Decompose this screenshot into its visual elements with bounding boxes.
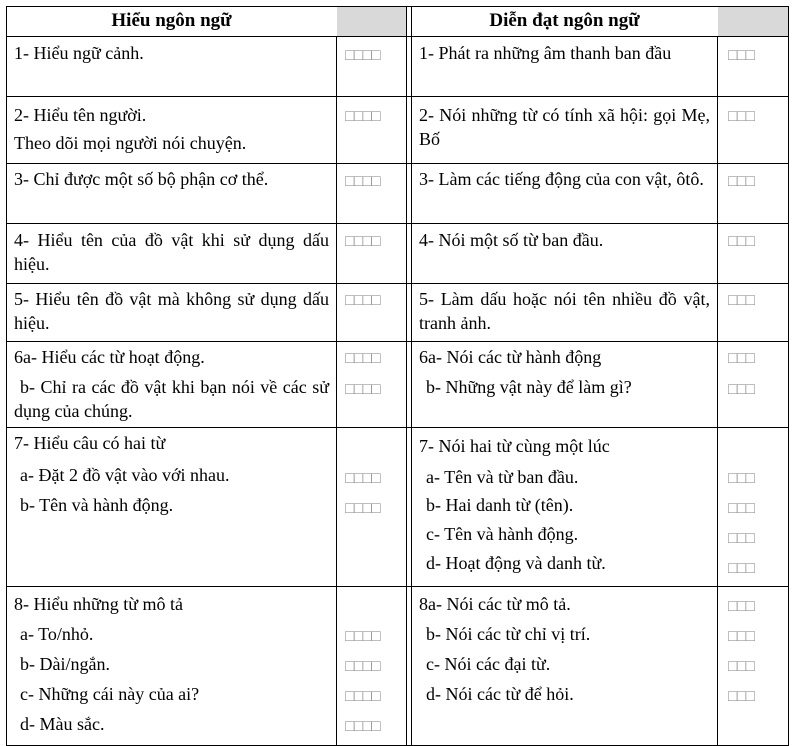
row-divider [6,341,789,342]
right-checkbox-group[interactable]: □□□ [728,173,754,190]
header-expressive-language: Diễn đạt ngôn ngữ [489,10,640,31]
left-checkbox-group[interactable]: □□□□ [345,688,380,705]
left-checkbox-group[interactable]: □□□□ [345,628,380,645]
right-checkbox-group[interactable]: □□□ [728,560,754,577]
row-divider [6,586,789,587]
left-item-8: 8- Hiểu những từ mô tả [14,594,183,614]
left-item-7b: b- Tên và hành động. [20,495,174,515]
left-item-8d: d- Màu sắc. [20,714,105,734]
left-checkbox-group[interactable]: □□□□ [345,47,380,64]
left-item-7a: a- Đặt 2 đồ vật vào với nhau. [20,465,230,485]
right-checkbox-group[interactable]: □□□ [728,233,754,250]
right-item-7b: b- Hai danh từ (tên). [426,495,574,515]
left-item-6a: 6a- Hiểu các từ hoạt động. [14,347,205,367]
right-item-6a: 6a- Nói các từ hành động [419,347,602,367]
left-checkbox-group[interactable]: □□□□ [345,381,380,398]
left-checkbox-group[interactable]: □□□□ [345,350,380,367]
row-divider [6,96,789,97]
row-divider [6,427,789,428]
right-item-1: 1- Phát ra những âm thanh ban đầu [419,43,672,63]
table-border-left [6,6,7,746]
row-divider [6,163,789,164]
left-item-6b: b- Chỉ ra các đồ vật khi bạn nói về các sử dụng của chúng. [14,377,329,421]
left-item-8c: c- Những cái này của ai? [20,684,200,704]
left-item-3: 3- Chỉ được một số bộ phận cơ thể. [14,169,269,189]
right-checkbox-group[interactable]: □□□ [728,628,754,645]
column-divider [411,6,412,746]
header-understanding-language: Hiểu ngôn ngữ [111,10,232,31]
right-item-4: 4- Nói một số từ ban đầu. [419,230,604,250]
right-checkbox-group[interactable]: □□□ [728,350,754,367]
right-item-8: 8a- Nói các từ mô tả. [419,594,571,614]
right-item-8c: c- Nói các đại từ. [426,654,551,674]
right-item-8d: d- Nói các từ để hỏi. [426,684,574,704]
right-item-5: 5- Làm dấu hoặc nói tên nhiều đồ vật, tranh ảnh. [419,289,710,333]
right-item-7: 7- Nói hai từ cùng một lúc [419,436,610,456]
right-checkbox-group[interactable]: □□□ [728,47,754,64]
left-item-5: 5- Hiểu tên đồ vật mà không sử dụng dấu hiệu. [14,289,329,333]
right-item-2: 2- Nói những từ có tính xã hội: gọi Mẹ, Bố [419,105,710,149]
left-checkbox-group[interactable]: □□□□ [345,233,380,250]
left-checkbox-group[interactable]: □□□□ [345,658,380,675]
left-item-2: 2- Hiểu tên người. [14,105,147,125]
column-divider-middle [406,6,407,746]
right-item-8b: b- Nói các từ chỉ vị trí. [426,624,591,644]
left-checkbox-group[interactable]: □□□□ [345,292,380,309]
right-checkbox-group[interactable]: □□□ [728,530,754,547]
row-divider [6,283,789,284]
right-checkbox-group[interactable]: □□□ [728,470,754,487]
right-item-7a: a- Tên và từ ban đầu. [426,467,579,487]
column-divider [336,36,337,746]
column-divider [717,36,718,746]
left-item-7: 7- Hiểu câu có hai từ [14,433,166,453]
left-item-8a: a- To/nhỏ. [20,624,94,644]
left-checkbox-group[interactable]: □□□□ [345,470,380,487]
right-checkbox-group[interactable]: □□□ [728,598,754,615]
row-divider [6,223,789,224]
left-item-2-note: Theo dõi mọi người nói chuyện. [14,133,247,153]
right-item-7d: d- Hoạt động và danh từ. [426,553,606,573]
left-item-4: 4- Hiểu tên của đồ vật khi sử dụng dấu hiệu. [14,230,329,274]
right-checkbox-group[interactable]: □□□ [728,108,754,125]
right-item-7c: c- Tên và hành động. [426,524,579,544]
left-checkbox-group[interactable]: □□□□ [345,718,380,735]
table-border-right [788,6,789,746]
right-checkbox-group[interactable]: □□□ [728,500,754,517]
header-shade-right-gap [337,7,406,36]
left-checkbox-group[interactable]: □□□□ [345,108,380,125]
right-checkbox-group[interactable]: □□□ [728,381,754,398]
left-checkbox-group[interactable]: □□□□ [345,173,380,190]
right-item-3: 3- Làm các tiếng động của con vật, ôtô. [419,169,704,189]
right-checkbox-group[interactable]: □□□ [728,292,754,309]
right-item-6b: b- Những vật này để làm gì? [426,377,632,397]
header-shade-far-right [718,7,788,36]
right-checkbox-group[interactable]: □□□ [728,688,754,705]
left-item-8b: b- Dài/ngắn. [20,654,110,674]
right-checkbox-group[interactable]: □□□ [728,658,754,675]
left-item-1: 1- Hiểu ngữ cảnh. [14,43,144,63]
left-checkbox-group[interactable]: □□□□ [345,500,380,517]
header-divider [6,36,789,37]
